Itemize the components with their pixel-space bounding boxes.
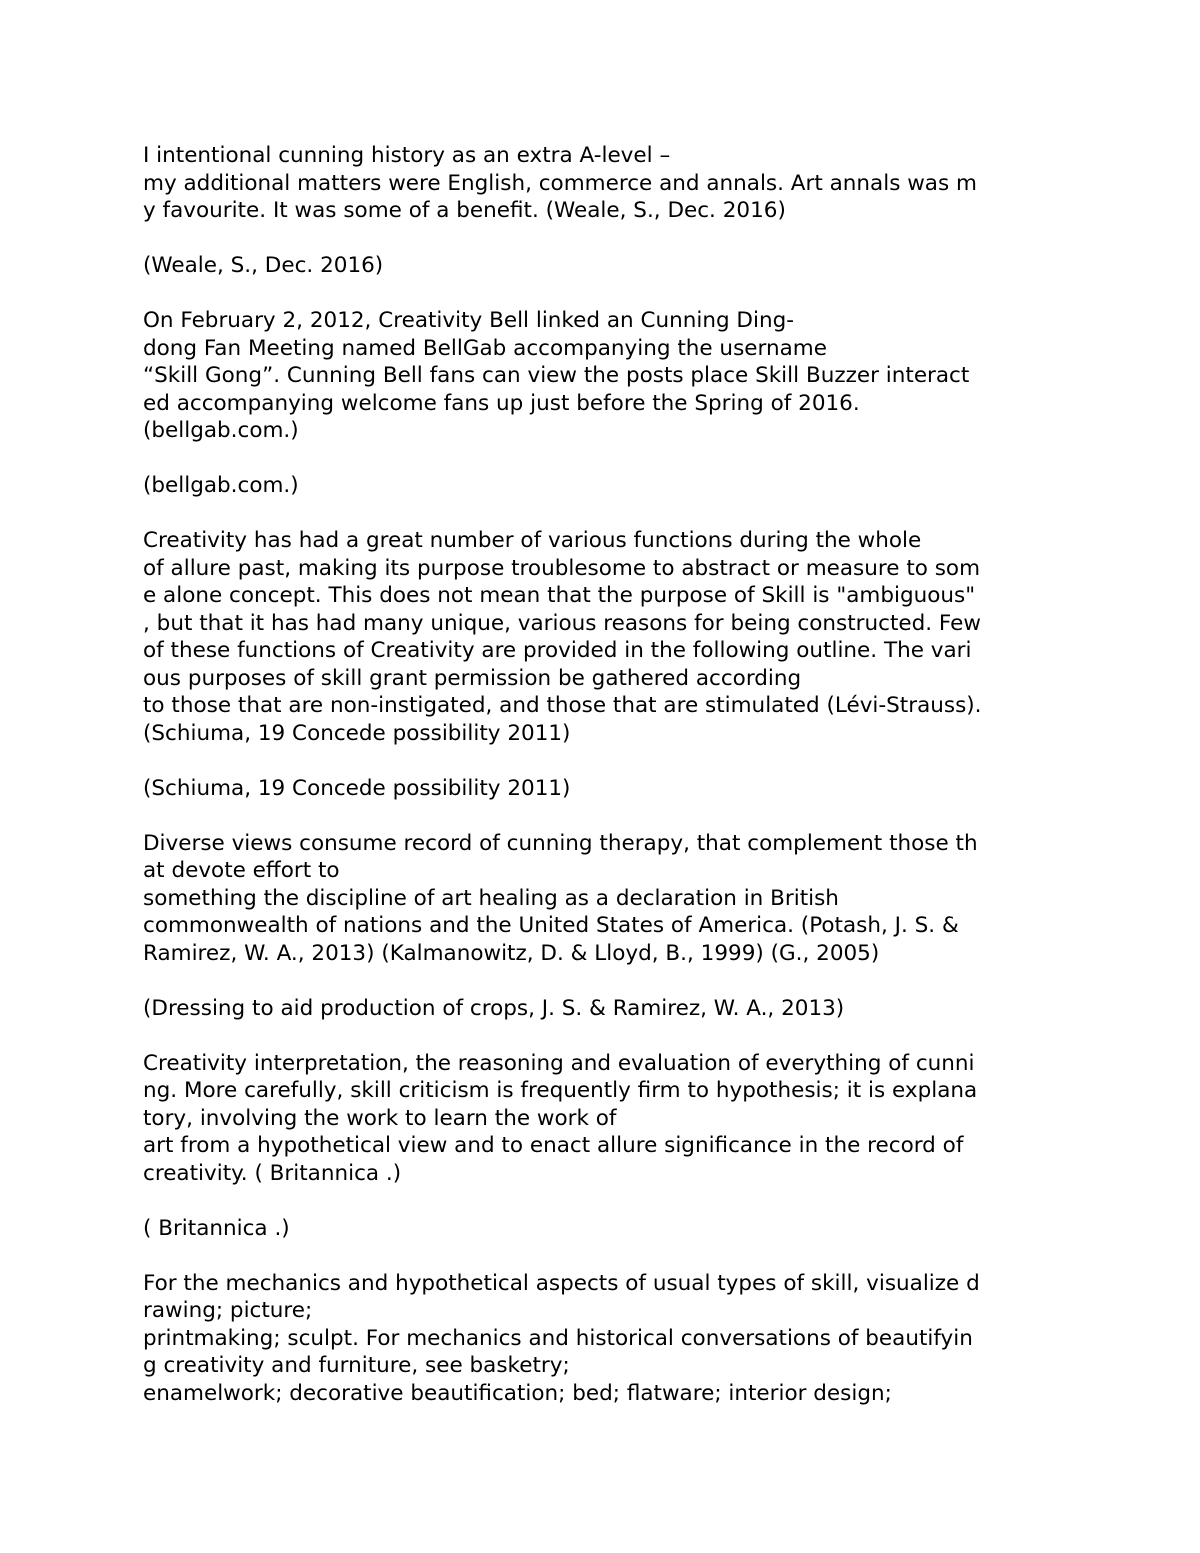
text-line: ( Britannica .) — [143, 1215, 290, 1241]
text-line: enamelwork; decorative beautification; bed; flatware; interior design; — [143, 1380, 892, 1406]
paragraph-creativity-functions — [143, 527, 1073, 747]
text-line: (Weale, S., Dec. 2016) — [143, 253, 384, 278]
paragraph-art-therapy — [143, 830, 1073, 968]
citation-bellgab — [143, 472, 1073, 500]
paragraph-interpretation — [143, 1050, 1073, 1188]
text-line: On February 2, 2012, Creativity Bell linked an Cunning Ding- — [143, 308, 794, 333]
text-line: printmaking; sculpt. For mechanics and historical conversations of beautifyin — [143, 1325, 973, 1351]
citation-potash — [143, 995, 1073, 1023]
paragraph-mechanics — [143, 1270, 1073, 1408]
citation-schiuma — [143, 775, 1073, 803]
text-line: e alone concept. This does not mean that the purpose of Skill is "ambiguous" — [143, 583, 976, 608]
text-line: my additional matters were English, commerce and annals. Art annals was m — [143, 170, 977, 196]
text-line: of allure past, making its purpose troublesome to abstract or measure to som — [143, 555, 981, 581]
text-line: (Schiuma, 19 Concede possibility 2011) — [143, 775, 571, 801]
text-line: Creativity interpretation, the reasoning and evaluation of everything of cunni — [143, 1050, 975, 1076]
text-line: commonwealth of nations and the United States of America. (Potash, J. S. & — [143, 913, 959, 938]
text-line: Ramirez, W. A., 2013) (Kalmanowitz, D. & Lloyd, B., 1999) (G., 2005) — [143, 940, 880, 966]
text-line: (Schiuma, 19 Concede possibility 2011) — [143, 720, 571, 746]
text-line: For the mechanics and hypothetical aspects of usual types of skill, visualize d — [143, 1270, 980, 1296]
text-line: g creativity and furniture, see basketry; — [143, 1353, 570, 1378]
text-line: tory, involving the work to learn the work of — [143, 1105, 617, 1131]
citation-britannica — [143, 1215, 1073, 1243]
paragraph-art-history — [143, 142, 1073, 225]
document-body — [143, 142, 1073, 1435]
text-line: “Skill Gong”. Cunning Bell fans can view the posts place Skill Buzzer interact — [143, 363, 970, 388]
text-line: ous purposes of skill grant permission be gathered according — [143, 665, 802, 691]
text-line: Creativity has had a great number of various functions during the whole — [143, 528, 922, 553]
citation-weale — [143, 252, 1073, 280]
text-line: of these functions of Creativity are provided in the following outline. The vari — [143, 638, 972, 663]
text-line: Diverse views consume record of cunning therapy, that complement those th — [143, 830, 978, 856]
text-line: I intentional cunning history as an extra A-level – — [143, 143, 671, 168]
text-line: , but that it has had many unique, various reasons for being constructed. Few — [143, 610, 981, 636]
text-line: (bellgab.com.) — [143, 473, 299, 498]
text-line: art from a hypothetical view and to enact allure significance in the record of — [143, 1133, 964, 1158]
text-line: y favourite. It was some of a benefit. (Weale, S., Dec. 2016) — [143, 198, 786, 223]
text-line: creativity. ( Britannica .) — [143, 1160, 402, 1186]
text-line: ng. More carefully, skill criticism is frequently firm to hypothesis; it is explana — [143, 1078, 978, 1103]
text-line: ed accompanying welcome fans up just before the Spring of 2016. — [143, 390, 860, 416]
text-line: at devote effort to — [143, 858, 340, 883]
text-line: (bellgab.com.) — [143, 418, 299, 443]
paragraph-bellgab — [143, 307, 1073, 445]
text-line: to those that are non-instigated, and those that are stimulated (Lévi-Strauss). — [143, 693, 982, 718]
text-line: rawing; picture; — [143, 1298, 313, 1323]
text-line: (Dressing to aid production of crops, J. S. & Ramirez, W. A., 2013) — [143, 995, 845, 1021]
text-line: dong Fan Meeting named BellGab accompanying the username — [143, 335, 827, 361]
text-line: something the discipline of art healing as a declaration in British — [143, 885, 839, 911]
